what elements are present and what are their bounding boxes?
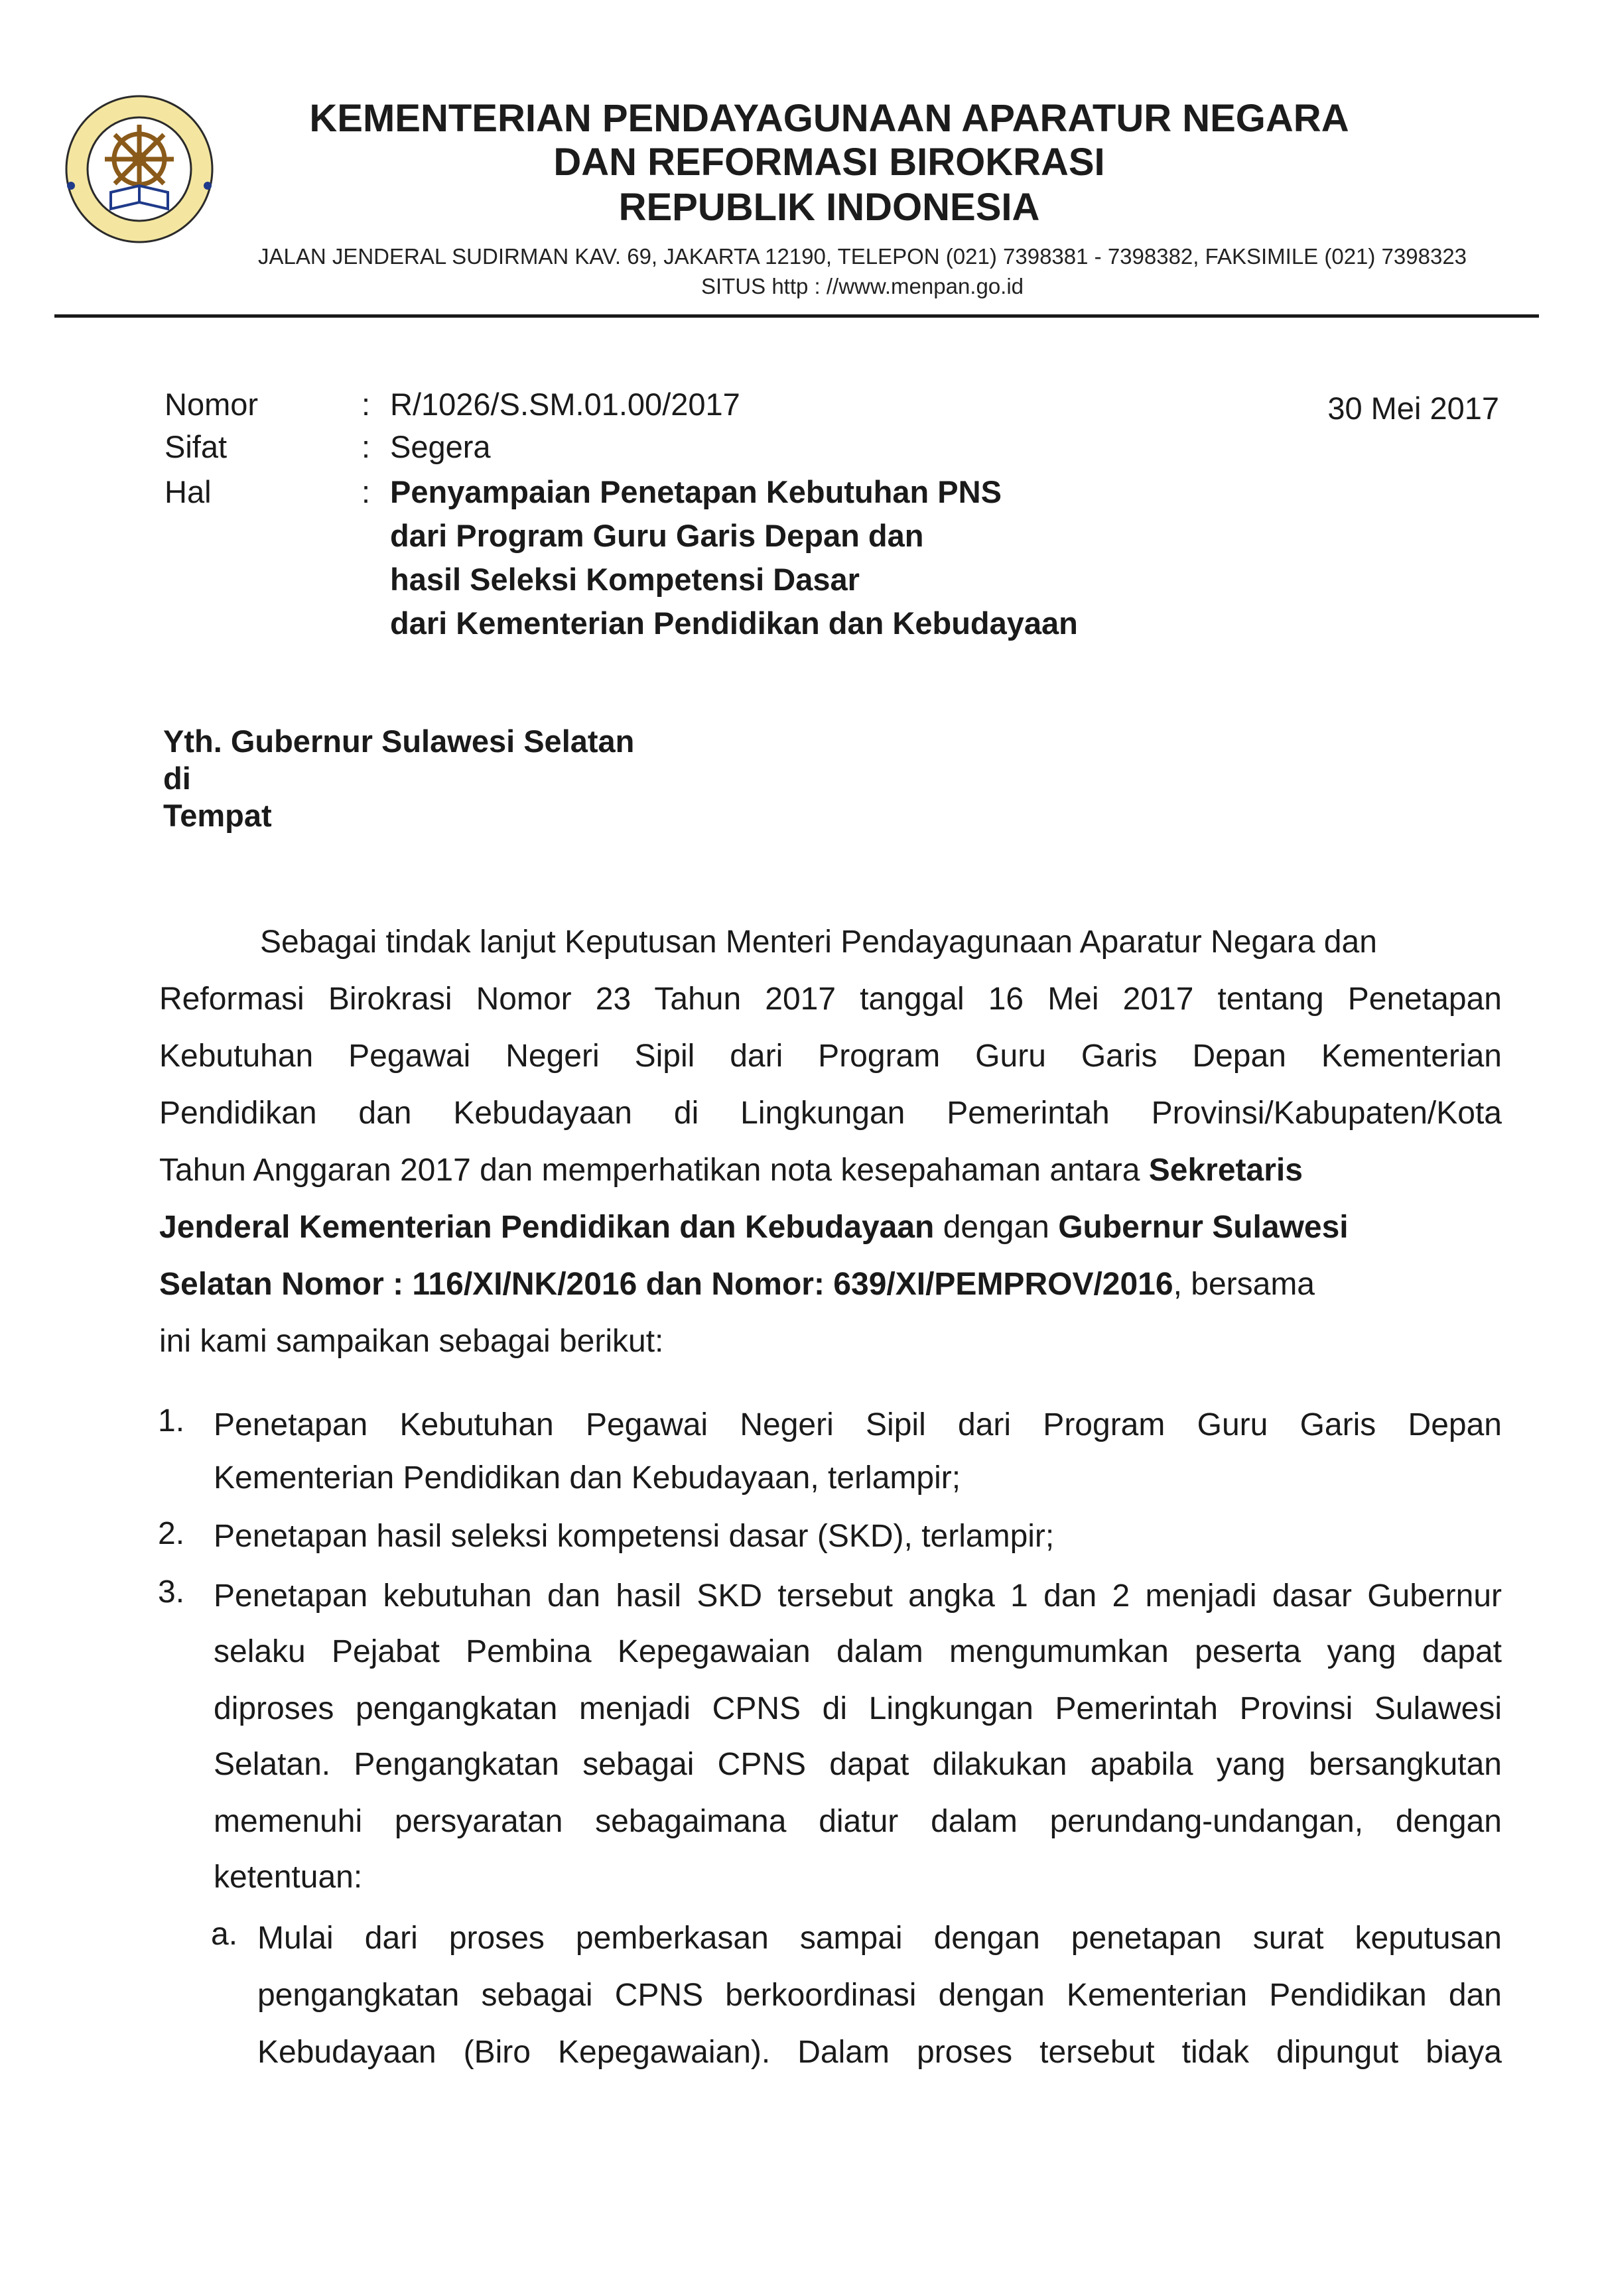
letterhead-line-2: DAN REFORMASI BIROKRASI bbox=[553, 141, 1105, 184]
hal-label: Hal bbox=[165, 474, 212, 509]
paragraph-line-7-bold: Selatan Nomor : 116/XI/NK/2016 dan Nomor: 639/XI/PEMPROV/2016 bbox=[159, 1267, 1173, 1302]
addressee-line-3: Tempat bbox=[163, 798, 272, 833]
list-item-1-number: 1. bbox=[158, 1403, 185, 1438]
nomor-label: Nomor bbox=[165, 387, 259, 422]
letterhead-address: JALAN JENDERAL SUDIRMAN KAV. 69, JAKARTA 12190, TELEPON (021) 7398381 - 7398382, FAKSIMILE (021) 7398323 bbox=[257, 244, 1467, 269]
paragraph-line-5-bold: Sekretaris bbox=[1148, 1153, 1303, 1188]
sub-item-a-line-3: Kebudayaan (Biro Kepegawaian). Dalam proses tersebut tidak dipungut biaya bbox=[257, 2035, 1502, 2070]
paragraph-line-6-text: dengan bbox=[934, 1210, 1059, 1245]
list-item-1-line-1: Penetapan Kebutuhan Pegawai Negeri Sipil dari Program Guru Garis Depan bbox=[214, 1407, 1502, 1442]
hal-line-1: Penyampaian Penetapan Kebutuhan PNS bbox=[390, 474, 1002, 509]
list-item-3-line-6: ketentuan: bbox=[214, 1860, 363, 1895]
header-divider bbox=[54, 314, 1539, 318]
list-item-3-line-5: memenuhi persyaratan sebagaimana diatur dalam perundang-undangan, dengan bbox=[214, 1804, 1502, 1839]
paragraph-line-6-bold-2: Gubernur Sulawesi bbox=[1058, 1210, 1349, 1245]
sub-item-a-line-2: pengangkatan sebagai CPNS berkoordinasi dengan Kementerian Pendidikan dan bbox=[257, 1978, 1502, 2013]
ministry-logo bbox=[63, 93, 216, 245]
sifat-value: Segera bbox=[390, 429, 491, 464]
nomor-colon: : bbox=[362, 387, 371, 422]
hal-line-3: hasil Seleksi Kompetensi Dasar bbox=[390, 562, 860, 597]
addressee-line-1: Yth. Gubernur Sulawesi Selatan bbox=[163, 724, 635, 759]
hal-line-2: dari Program Guru Garis Depan dan bbox=[390, 518, 924, 553]
list-item-2-line-1: Penetapan hasil seleksi kompetensi dasar (SKD), terlampir; bbox=[214, 1519, 1055, 1554]
paragraph-line-1: Sebagai tindak lanjut Keputusan Menteri Pendayagunaan Aparatur Negara dan bbox=[260, 925, 1377, 960]
paragraph-line-8: ini kami sampaikan sebagai berikut: bbox=[159, 1324, 664, 1359]
list-item-3-line-1: Penetapan kebutuhan dan hasil SKD tersebut angka 1 dan 2 menjadi dasar Gubernur bbox=[214, 1578, 1502, 1614]
sifat-label: Sifat bbox=[165, 429, 228, 464]
list-item-1-line-2: Kementerian Pendidikan dan Kebudayaan, terlampir; bbox=[214, 1460, 961, 1496]
list-item-3-line-3: diproses pengangkatan menjadi CPNS di Lingkungan Pemerintah Provinsi Sulawesi bbox=[214, 1691, 1502, 1726]
paragraph-line-3: Kebutuhan Pegawai Negeri Sipil dari Program Guru Garis Depan Kementerian bbox=[159, 1039, 1502, 1074]
paragraph-line-6-bold-1: Jenderal Kementerian Pendidikan dan Kebudayaan bbox=[159, 1210, 935, 1245]
addressee-line-2: di bbox=[163, 761, 191, 796]
sub-item-a-letter: a. bbox=[211, 1917, 238, 1952]
sub-item-a-line-1: Mulai dari proses pemberkasan sampai dengan penetapan surat keputusan bbox=[257, 1921, 1502, 1956]
letterhead-line-1: KEMENTERIAN PENDAYAGUNAAN APARATUR NEGARA bbox=[309, 97, 1349, 140]
list-item-3-number: 3. bbox=[158, 1574, 185, 1610]
paragraph-line-5-text: Tahun Anggaran 2017 dan memperhatikan nota kesepahaman antara bbox=[159, 1153, 1149, 1188]
sifat-colon: : bbox=[362, 429, 371, 464]
list-item-2-number: 2. bbox=[158, 1516, 185, 1551]
hal-line-4: dari Kementerian Pendidikan dan Kebudayaan bbox=[390, 606, 1078, 641]
letter-date: 30 Mei 2017 bbox=[1327, 391, 1499, 426]
paragraph-line-7 bbox=[159, 1264, 1315, 1305]
paragraph-line-5 bbox=[159, 1150, 1303, 1191]
hal-colon: : bbox=[362, 474, 371, 509]
list-item-3-line-2: selaku Pejabat Pembina Kepegawaian dalam mengumumkan peserta yang dapat bbox=[214, 1634, 1502, 1669]
letterhead-website: SITUS http : //www.menpan.go.id bbox=[700, 274, 1024, 298]
paragraph-line-7-text: , bersama bbox=[1173, 1267, 1315, 1302]
paragraph-line-2: Reformasi Birokrasi Nomor 23 Tahun 2017 tanggal 16 Mei 2017 tentang Penetapan bbox=[159, 982, 1502, 1017]
paragraph-line-4: Pendidikan dan Kebudayaan di Lingkungan Pemerintah Provinsi/Kabupaten/Kota bbox=[159, 1096, 1502, 1131]
letterhead-line-3: REPUBLIK INDONESIA bbox=[618, 186, 1040, 229]
paragraph-line-6 bbox=[159, 1207, 1349, 1248]
nomor-value: R/1026/S.SM.01.00/2017 bbox=[390, 387, 740, 422]
list-item-3-line-4: Selatan. Pengangkatan sebagai CPNS dapat dilakukan apabila yang bersangkutan bbox=[214, 1747, 1502, 1782]
